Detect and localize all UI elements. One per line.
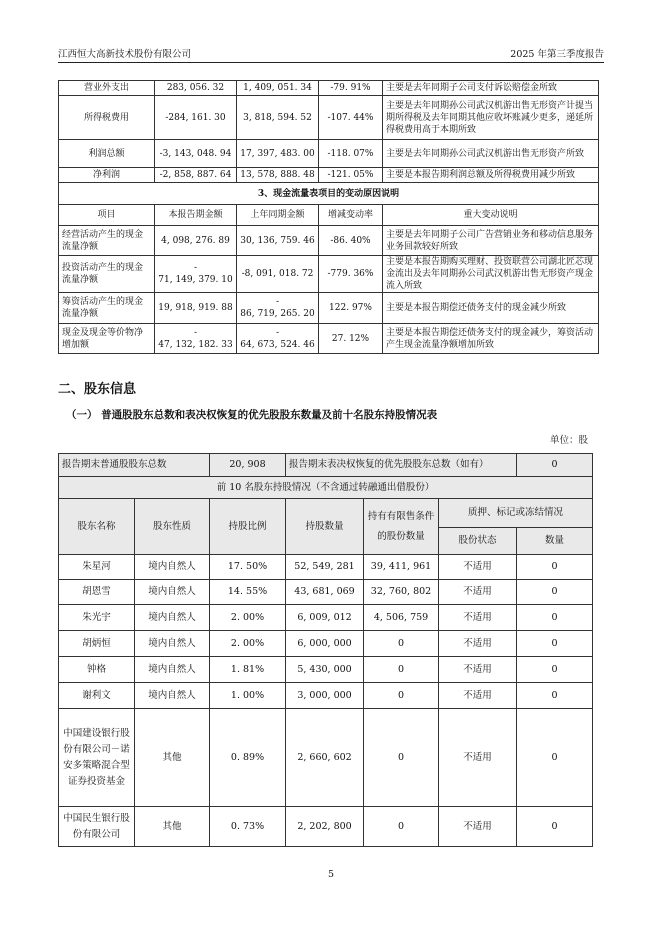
shareholder-type: 境内自然人: [135, 555, 210, 580]
table-row: [59, 183, 599, 205]
row-item: 利润总额: [59, 140, 155, 168]
preferred-shareholders-value: 0: [517, 454, 593, 477]
shareholder-count: 0: [517, 709, 593, 807]
row-item: 现金及现金等价物净增加额: [59, 324, 155, 354]
shareholder-name: 谢利文: [59, 683, 135, 709]
shareholder-type: 其他: [135, 709, 210, 807]
shareholder-ratio: 2. 00%: [210, 605, 286, 631]
col-header-restricted: 持有有限售条件的股份数量: [364, 499, 439, 555]
shareholder-restricted: 0: [364, 683, 439, 709]
shareholder-type: 境内自然人: [135, 605, 210, 631]
section-title: 二、股东信息: [58, 382, 137, 397]
row-reason: 主要是本报告期购买理财、投资联营公司湖北匠芯现金流出及去年同期孙公司武汉机游出售无形资产现金流入所致: [383, 256, 599, 293]
header-company: 江西恒大高新技术股份有限公司: [58, 49, 192, 60]
row-current: - 47, 132, 182. 33: [155, 324, 237, 354]
shareholder-restricted: 4, 506, 759: [364, 605, 439, 631]
shareholder-restricted: 0: [364, 807, 439, 847]
shareholder-status: 不适用: [439, 683, 517, 709]
shareholder-status: 不适用: [439, 580, 517, 605]
row-current: -284, 161. 30: [155, 96, 237, 140]
shareholder-name: 朱光宇: [59, 605, 135, 631]
unit-label: 单位：股: [549, 435, 588, 446]
shareholder-ratio: 1. 81%: [210, 657, 286, 683]
shareholder-name: 中国民生银行股份有限公司: [59, 807, 135, 847]
row-reason: 主要是本报告期偿还债务支付的现金减少，筹资活动产生现金流量净额增加所致: [383, 324, 599, 354]
shareholder-restricted: 0: [364, 709, 439, 807]
change-explanation-table: [58, 80, 599, 354]
shareholder-count: 0: [517, 605, 593, 631]
col-header-change: 增减变动率: [319, 205, 383, 226]
header-report-title: 2025 年第三季度报告: [510, 49, 604, 60]
table-row: [59, 709, 593, 807]
shareholder-name: 胡炳恒: [59, 631, 135, 657]
shareholder-count: 0: [517, 580, 593, 605]
col-header-prior: 上年同期金额: [237, 205, 319, 226]
row-change: -121. 05%: [319, 168, 383, 183]
row-reason: 主要是去年同期子公司支付诉讼赔偿金所致: [383, 81, 599, 96]
row-reason: 主要是去年同期子公司广告营销业务和移动信息服务业务回款较好所致: [383, 226, 599, 256]
table-row: [59, 96, 599, 140]
shareholder-count: 0: [517, 807, 593, 847]
shareholder-name: 钟格: [59, 657, 135, 683]
table-row: [59, 256, 599, 293]
shareholder-qty: 52, 549, 281: [286, 555, 364, 580]
shareholder-restricted: 39, 411, 961: [364, 555, 439, 580]
table-header-row: [59, 499, 593, 528]
table-row: [59, 140, 599, 168]
row-current: -2, 858, 887. 64: [155, 168, 237, 183]
shareholder-ratio: 1. 00%: [210, 683, 286, 709]
shareholder-type: 其他: [135, 807, 210, 847]
shareholder-count: 0: [517, 555, 593, 580]
shareholder-ratio: 0. 89%: [210, 709, 286, 807]
table-row: [59, 555, 593, 580]
col-header-pledge: 质押、标记或冻结情况: [439, 499, 593, 528]
row-prior: 30, 136, 759. 46: [237, 226, 319, 256]
table-row: [59, 631, 593, 657]
row-prior: 1, 409, 051. 34: [237, 81, 319, 96]
shareholder-status: 不适用: [439, 605, 517, 631]
row-item: 所得税费用: [59, 96, 155, 140]
shareholder-status: 不适用: [439, 555, 517, 580]
shareholder-qty: 3, 000, 000: [286, 683, 364, 709]
row-item: 营业外支出: [59, 81, 155, 96]
col-header-ratio: 持股比例: [210, 499, 286, 555]
row-current: - 71, 149, 379. 10: [155, 256, 237, 293]
shareholder-status: 不适用: [439, 807, 517, 847]
table-row: [59, 168, 599, 183]
shareholder-status: 不适用: [439, 709, 517, 807]
row-prior: 17, 397, 483. 00: [237, 140, 319, 168]
shareholder-qty: 2, 660, 602: [286, 709, 364, 807]
col-header-count: 数量: [517, 528, 593, 555]
row-item: 净利润: [59, 168, 155, 183]
shareholder-count: 0: [517, 631, 593, 657]
table-row: [59, 81, 599, 96]
summary-row: [59, 454, 593, 477]
col-header-reason: 重大变动说明: [383, 205, 599, 226]
shareholder-restricted: 0: [364, 657, 439, 683]
shareholder-qty: 5, 430, 000: [286, 657, 364, 683]
row-change: -86. 40%: [319, 226, 383, 256]
row-item: 投资活动产生的现金流量净额: [59, 256, 155, 293]
preferred-shareholders-label: 报告期末表决权恢复的优先股股东总数（如有）: [286, 454, 517, 477]
table-header-row: [59, 205, 599, 226]
table-row: [59, 807, 593, 847]
row-prior: - 86, 719, 265. 20: [237, 293, 319, 324]
table-row: [59, 293, 599, 324]
shareholder-name: 朱星河: [59, 555, 135, 580]
page-header: [58, 46, 604, 60]
cashflow-section-title: 3、现金流量表项目的变动原因说明: [59, 183, 599, 205]
row-change: 122. 97%: [319, 293, 383, 324]
col-header-qty: 持股数量: [286, 499, 364, 555]
shareholder-name: 中国建设银行股份有限公司－诺安多策略混合型证券投资基金: [59, 709, 135, 807]
row-prior: -8, 091, 018. 72: [237, 256, 319, 293]
row-current: 283, 056. 32: [155, 81, 237, 96]
col-header-item: 项目: [59, 205, 155, 226]
row-reason: 主要是去年同期孙公司武汉机游出售无形资产计提当期所得税及去年同期其他应收坏账减少更多，递延所得税费用高于本期所致: [383, 96, 599, 140]
table-row: [59, 324, 599, 354]
row-prior: 13, 578, 888. 48: [237, 168, 319, 183]
top10-title: 前 10 名股东持股情况（不含通过转融通出借股份）: [59, 477, 593, 499]
shareholder-status: 不适用: [439, 657, 517, 683]
shareholder-count: 0: [517, 683, 593, 709]
shareholders-table: [58, 453, 593, 847]
table-row: [59, 683, 593, 709]
row-change: -779. 36%: [319, 256, 383, 293]
table-row: [59, 657, 593, 683]
shareholder-count: 0: [517, 657, 593, 683]
row-current: 4, 098, 276. 89: [155, 226, 237, 256]
row-change: -107. 44%: [319, 96, 383, 140]
shareholder-ratio: 2. 00%: [210, 631, 286, 657]
row-current: -3, 143, 048. 94: [155, 140, 237, 168]
row-reason: 主要是去年同期孙公司武汉机游出售无形资产所致: [383, 140, 599, 168]
total-shareholders-value: 20, 908: [210, 454, 286, 477]
shareholder-status: 不适用: [439, 631, 517, 657]
table-row: [59, 226, 599, 256]
row-reason: 主要是本报告期利润总额及所得税费用减少所致: [383, 168, 599, 183]
shareholder-qty: 2, 202, 800: [286, 807, 364, 847]
row-change: -118. 07%: [319, 140, 383, 168]
shareholder-ratio: 14. 55%: [210, 580, 286, 605]
shareholder-ratio: 17. 50%: [210, 555, 286, 580]
table-row: [59, 605, 593, 631]
shareholder-restricted: 0: [364, 631, 439, 657]
row-item: 筹资活动产生的现金流量净额: [59, 293, 155, 324]
row-prior: - 64, 673, 524. 46: [237, 324, 319, 354]
total-shareholders-label: 报告期末普通股股东总数: [59, 454, 210, 477]
page-number: 5: [327, 869, 335, 880]
shareholder-qty: 6, 000, 000: [286, 631, 364, 657]
shareholder-type: 境内自然人: [135, 683, 210, 709]
section-subtitle: （一） 普通股股东总数和表决权恢复的优先股股东数量及前十名股东持股情况表: [66, 409, 438, 421]
col-header-status: 股份状态: [439, 528, 517, 555]
row-current: 19, 918, 919. 88: [155, 293, 237, 324]
col-header-current: 本报告期金额: [155, 205, 237, 226]
shareholder-type: 境内自然人: [135, 580, 210, 605]
shareholder-type: 境内自然人: [135, 657, 210, 683]
shareholder-qty: 6, 009, 012: [286, 605, 364, 631]
row-item: 经营活动产生的现金流量净额: [59, 226, 155, 256]
top10-title-row: [59, 477, 593, 499]
shareholder-ratio: 0. 73%: [210, 807, 286, 847]
shareholder-name: 胡恩雪: [59, 580, 135, 605]
row-change: 27. 12%: [319, 324, 383, 354]
shareholder-type: 境内自然人: [135, 631, 210, 657]
col-header-name: 股东名称: [59, 499, 135, 555]
shareholder-qty: 43, 681, 069: [286, 580, 364, 605]
table-row: [59, 580, 593, 605]
header-divider: [58, 62, 604, 63]
col-header-type: 股东性质: [135, 499, 210, 555]
row-change: -79. 91%: [319, 81, 383, 96]
shareholder-restricted: 32, 760, 802: [364, 580, 439, 605]
row-reason: 主要是本报告期偿还债务支付的现金减少所致: [383, 293, 599, 324]
row-prior: 3, 818, 594. 52: [237, 96, 319, 140]
